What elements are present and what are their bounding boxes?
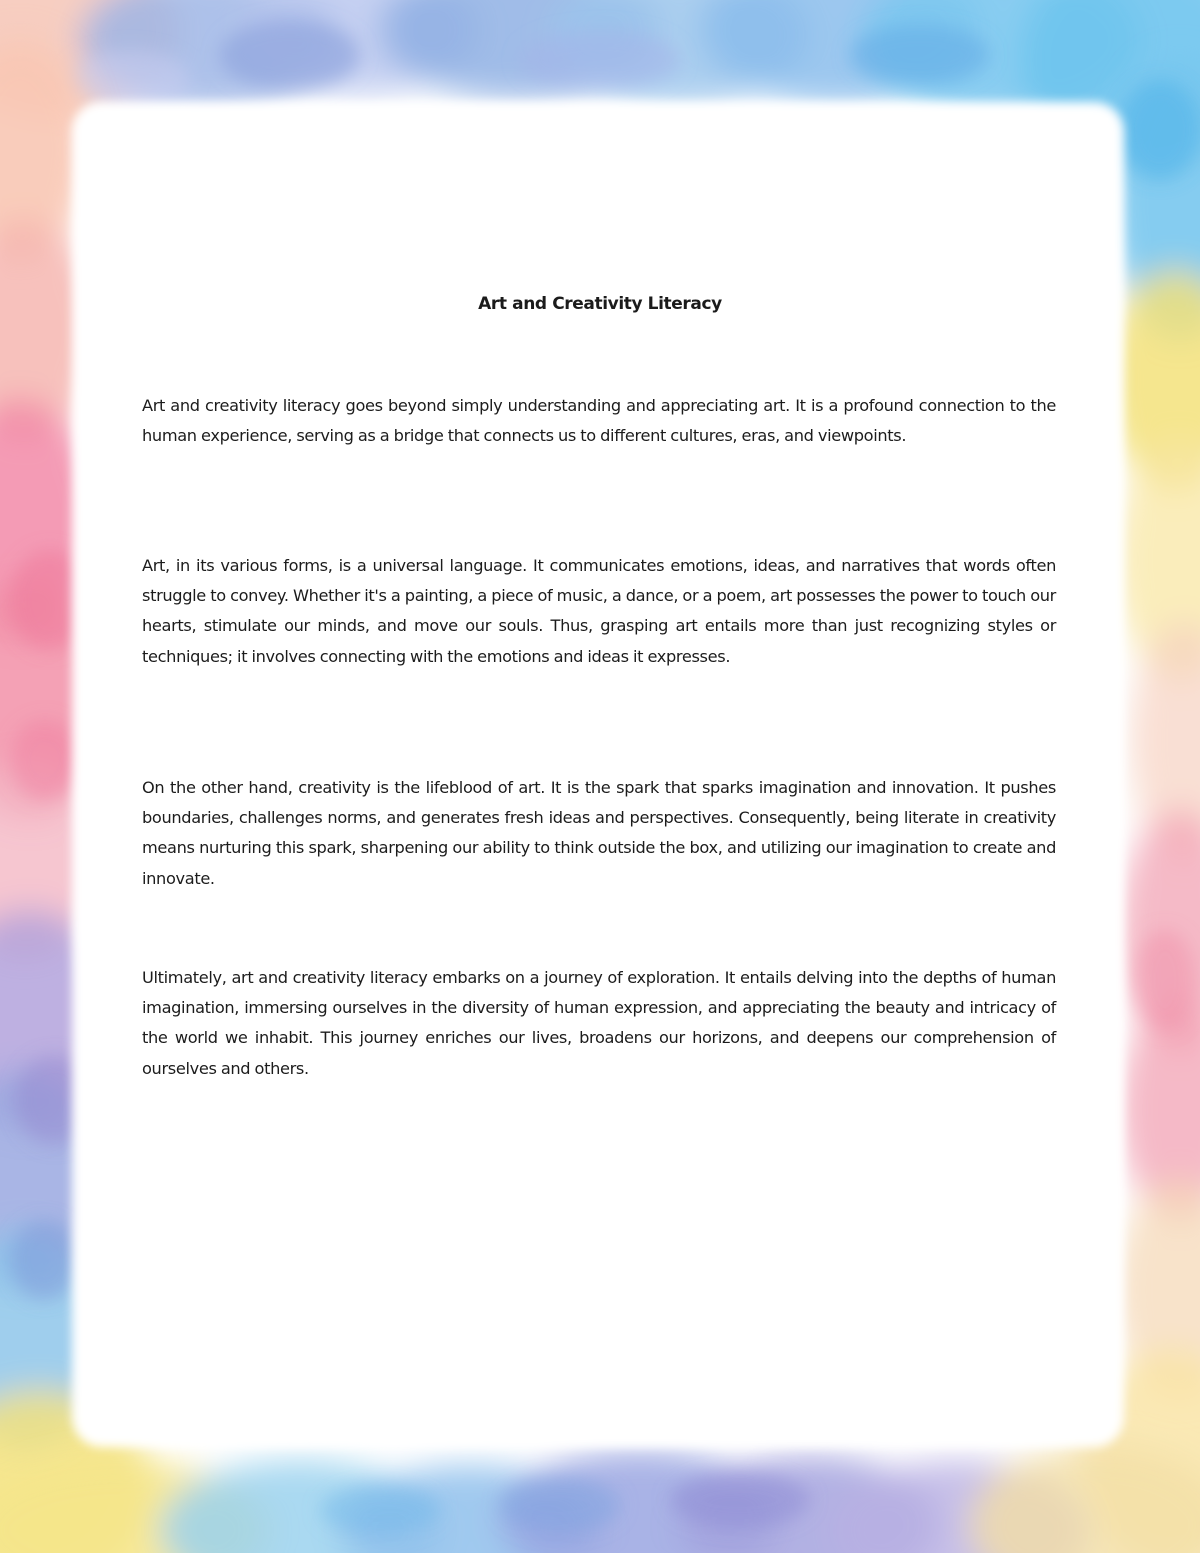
document-title: Art and Creativity Literacy (478, 294, 722, 314)
paragraph-creativity: On the other hand, creativity is the lifeblood of art. It is the spark that sparks imagination and innovation. It pushes boundaries, challenges norms, and generates fresh ideas and perspectives. Consequently, being literate in creativity means nurturing this spark, sharpening our ability to think outside the box, and utilizing our imagination to create and innovate. (142, 778, 1056, 888)
paragraph-intro: Art and creativity literacy goes beyond simply understanding and appreciating art. It is a profound connection to the human experience, serving as a bridge that connects us to different cultures, eras, and viewpoints. (142, 396, 1056, 446)
paragraph-art-language: Art, in its various forms, is a universal language. It communicates emotions, ideas, and narratives that words often struggle to convey. Whether it's a painting, a piece of music, a dance, or a poem, art possesses the power to touch our hearts, stimulate our minds, and move our souls. Thus, grasping art entails more than just recognizing styles or techniques; it involves connecting with the emotions and ideas it expresses. (142, 556, 1056, 666)
paragraph-conclusion: Ultimately, art and creativity literacy embarks on a journey of exploration. It entails delving into the depths of human imagination, immersing ourselves in the diversity of human expression, and appreciating the beauty and intricacy of the world we inhabit. This journey enriches our lives, broadens our horizons, and deepens our comprehension of ourselves and others. (142, 968, 1056, 1078)
